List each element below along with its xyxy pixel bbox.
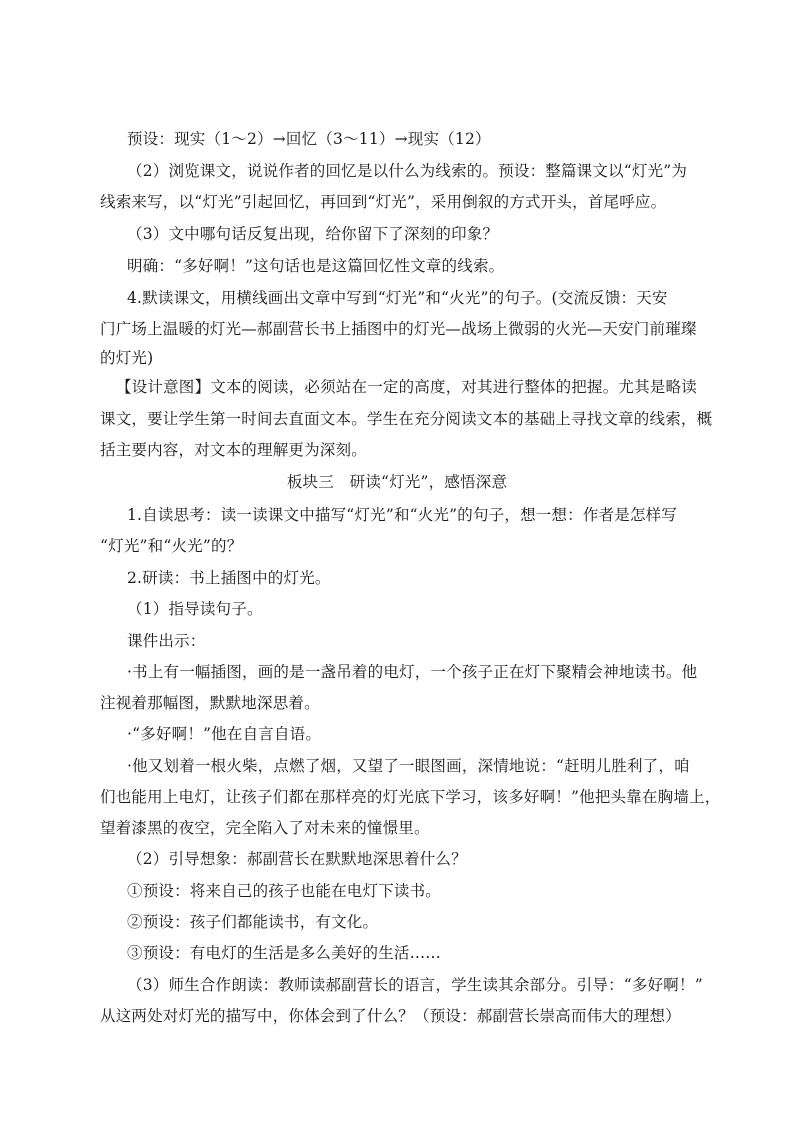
quote-3-line-1: ·他又划着一根火柴，点燃了烟，又望了一眼图画，深情地说：“赶明儿胜利了，咱 [127, 757, 690, 775]
quote-3-line-2: 们也能用上电灯，让孩子们都在那样亮的灯光底下学习，该多好啊！”他把头靠在胸墙上， [100, 788, 721, 806]
guide-reading: （1）指导读句子。 [127, 600, 263, 618]
task-4-line-3: 的灯光) [100, 349, 154, 367]
quote-3-line-3: 望着漆黑的夜空，完全陷入了对未来的憧憬里。 [100, 819, 430, 837]
study-heading: 2.研读：书上插图中的灯光。 [127, 569, 331, 587]
preset-2: ②预设：孩子们都能读书，有文化。 [127, 913, 379, 931]
question-3: （3）文中哪句话反复出现，给你留下了深刻的印象？ [127, 225, 499, 243]
clarify: 明确：“多好啊！”这句话也是这篇回忆性文章的线索。 [127, 257, 505, 275]
preset-3: ③预设：有电灯的生活是多么美好的生活…… [127, 944, 442, 962]
reading-task-line-2: 从这两处对灯光的描写中，你体会到了什么？（预设：郝副营长崇高而伟大的理想） [100, 1007, 681, 1025]
design-intent-line-2: 课文，要让学生第一时间去直面文本。学生在充分阅读文本的基础上寻找文章的线索，概 [100, 410, 713, 428]
reading-task-line-1: （3）师生合作朗读：教师读郝副营长的语言，学生读其余部分。引导：“多好啊！” [127, 976, 703, 994]
design-intent-line-1: 【设计意图】文本的阅读，必须站在一定的高度，对其进行整体的把握。尤其是略读 [116, 378, 697, 396]
preset-structure: 预设：现实（1～2）→回忆（3～11）→现实（12） [127, 130, 491, 148]
courseware-label: 课件出示： [127, 632, 206, 650]
preset-1: ①预设：将来自己的孩子也能在电灯下读书。 [127, 882, 442, 900]
quote-2: ·“多好啊！”他在自言自语。 [127, 725, 322, 743]
question-2-line-1: （2）浏览课文，说说作者的回忆是以什么为线索的。预设：整篇课文以“灯光”为 [127, 162, 688, 180]
design-intent-line-3: 括主要内容，对文本的理解更为深刻。 [100, 441, 367, 459]
task-4-line-1: 4.默读课文，用横线画出文章中写到“灯光”和“火光”的句子。(交流反馈：天安 [127, 289, 668, 307]
self-read-line-1: 1.自读思考：读一读课文中描写“灯光”和“火光”的句子，想一想：作者是怎样写 [127, 506, 678, 524]
section-heading: 板块三 研读“灯光”，感悟深意 [286, 473, 508, 491]
quote-1-line-1: ·书上有一幅插图，画的是一盏吊着的电灯，一个孩子正在灯下聚精会神地读书。他 [127, 663, 698, 681]
imagine-prompt: （2）引导想象：郝副营长在默默地深思着什么？ [127, 850, 467, 868]
quote-1-line-2: 注视着那幅图，默默地深思着。 [100, 694, 320, 712]
task-4-line-2: 门广场上温暖的灯光—郝副营长书上插图中的灯光—战场上微弱的火光—天安门前璀璨 [100, 320, 697, 338]
self-read-line-2: “灯光”和“火光”的？ [100, 537, 243, 555]
question-2-line-2: 线索来写，以“灯光”引起回忆，再回到“灯光”，采用倒叙的方式开头，首尾呼应。 [100, 193, 667, 211]
